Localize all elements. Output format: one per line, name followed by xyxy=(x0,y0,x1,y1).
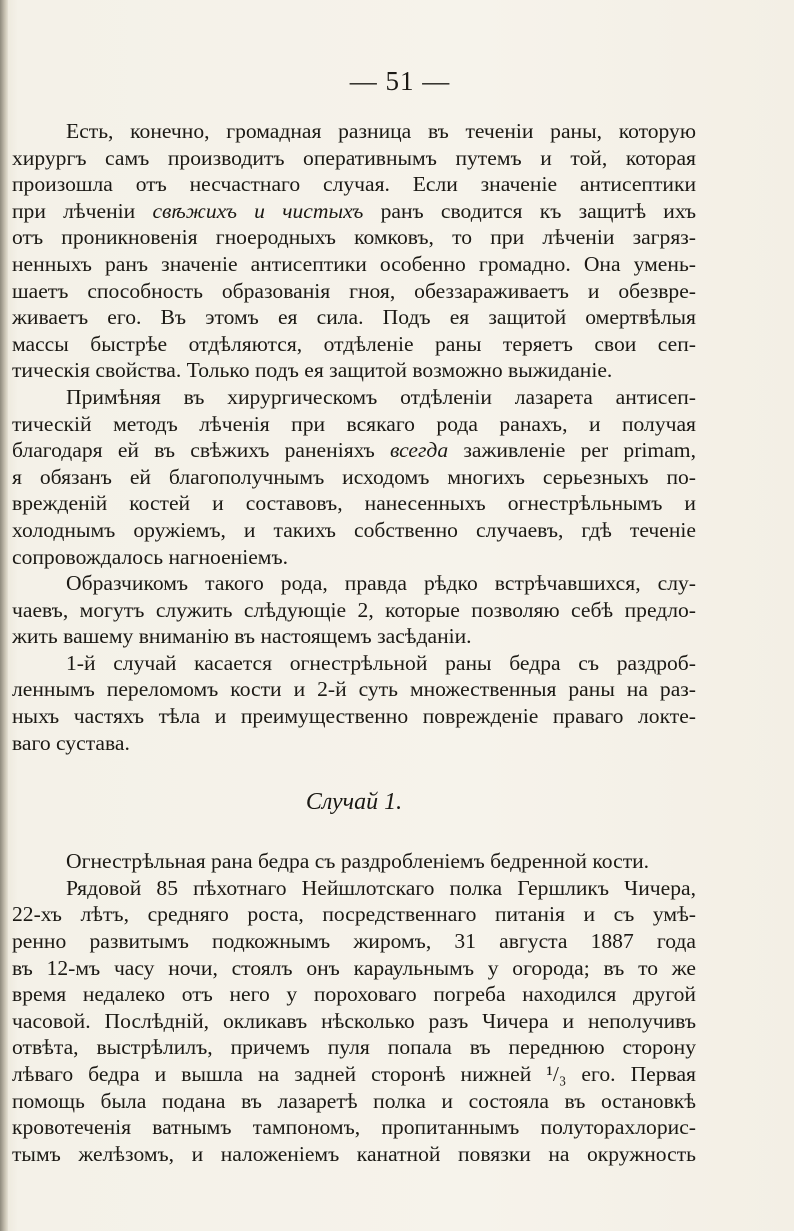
text-line: лѣваго бедра и вышла на задней сторонѣ нижней ¹/₃ его. Первая xyxy=(12,1062,696,1086)
case-subtitle: Огнестрѣльная рана бедра съ раздробленіемъ бедренной кости. xyxy=(66,849,650,874)
paragraph-5 xyxy=(12,875,696,1168)
case-heading: Случай 1. xyxy=(305,789,403,816)
italic-emphasis: всегда xyxy=(390,438,449,463)
text-line: тическій методъ лѣченія при всякаго рода ранахъ, и получая xyxy=(12,411,696,436)
text-line: при лѣченіи свѣжихъ и чистыхъ ранъ сводится къ защитѣ ихъ xyxy=(12,198,696,223)
text-line: шаетъ способность образованія гноя, обеззараживаетъ и обезвре- xyxy=(12,278,696,303)
text-line: Примѣняя въ хирургическомъ отдѣленіи лазарета антисеп- xyxy=(66,384,696,409)
text-line: Рядовой 85 пѣхотнаго Нейшлотскаго полка Гершликъ Чичера, xyxy=(66,875,696,900)
text-line: тическія свойства. Только подъ ея защитой возможно выжиданіе. xyxy=(12,358,613,383)
page-text xyxy=(12,118,696,1167)
text-line: отвѣта, выстрѣлилъ, причемъ пуля попала въ переднюю сторону xyxy=(12,1035,696,1060)
text-line: 1-й случай касается огнестрѣльной раны бедра съ раздроб- xyxy=(66,650,696,675)
text-line: помощь была подана въ лазаретѣ полка и состояла въ остановкѣ xyxy=(12,1088,696,1113)
text-line: жить вашему вниманію въ настоящемъ засѣданіи. xyxy=(12,624,472,649)
text-line: Есть, конечно, громадная разница въ теченіи раны, которую xyxy=(66,119,696,143)
paragraph-1 xyxy=(12,118,696,384)
text-line: ненныхъ ранъ значеніе антисептики особенно громадно. Она умень- xyxy=(12,251,696,276)
text-line: произошла отъ несчастнаго случая. Если значеніе антисептики xyxy=(12,172,696,197)
text-line: 22-хъ лѣтъ, средняго роста, посредственнаго питанія и съ умѣ- xyxy=(12,902,696,927)
text-line: отъ проникновенія гноеродныхъ комковъ, то при лѣченіи загряз- xyxy=(12,225,696,250)
text-line: хирургъ самъ производитъ оперативнымъ путемъ и той, которая xyxy=(12,145,696,170)
text-line: холоднымъ оружіемъ, и такихъ собственно случаевъ, гдѣ теченіе xyxy=(12,517,696,542)
paragraph-3 xyxy=(12,570,696,650)
text-line: врежденій костей и составовъ, нанесенныхъ огнестрѣльнымъ и xyxy=(12,491,696,516)
text-line: сопровождалось нагноеніемъ. xyxy=(12,544,289,569)
text-line: живаетъ его. Въ этомъ ея сила. Подъ ея защитой омертвѣлыя xyxy=(12,305,696,330)
text-line: благодаря ей въ свѣжихъ раненіяхъ всегда заживленіе per primam, xyxy=(12,438,696,463)
paragraph-2 xyxy=(12,384,696,570)
text-line: часовой. Послѣдній, окликавъ нѣсколько разъ Чичера и неполучивъ xyxy=(12,1008,696,1033)
text-line: въ 12-мъ часу ночи, стоялъ онъ караульнымъ у огорода; въ то же xyxy=(12,955,696,980)
text-line: кровотеченія ватнымъ тампономъ, пропитаннымъ полуторахлорис- xyxy=(12,1115,696,1140)
text-line: ныхъ частяхъ тѣла и преимущественно поврежденіе праваго локте- xyxy=(12,704,696,729)
paragraph-4 xyxy=(12,650,696,756)
page-number: — 51 — xyxy=(349,66,451,96)
text-line: ренно развитымъ подкожнымъ жиромъ, 31 августа 1887 года xyxy=(12,929,696,954)
text-line: я обязанъ ей благополучнымъ исходомъ многихъ серьезныхъ по- xyxy=(12,464,696,489)
italic-emphasis: свѣжихъ и чистыхъ xyxy=(152,198,364,223)
text-line: массы быстрѣе отдѣляются, отдѣленіе раны теряетъ свои сеп- xyxy=(12,331,696,356)
text-line: чаевъ, могутъ служить слѣдующіе 2, которые позволяю себѣ предло- xyxy=(12,597,696,622)
text-line: Образчикомъ такого рода, правда рѣдко встрѣчавшихся, слу- xyxy=(66,571,696,596)
page-binding-edge xyxy=(0,0,8,1231)
text-line: тымъ желѣзомъ, и наложеніемъ канатной повязки на окружность xyxy=(12,1141,696,1166)
text-line: леннымъ переломомъ кости и 2-й суть множественныя раны на раз- xyxy=(12,677,696,702)
text-line: ваго сустава. xyxy=(12,730,130,755)
text-line: время недалеко отъ него у пороховаго погреба находился другой xyxy=(12,982,696,1007)
